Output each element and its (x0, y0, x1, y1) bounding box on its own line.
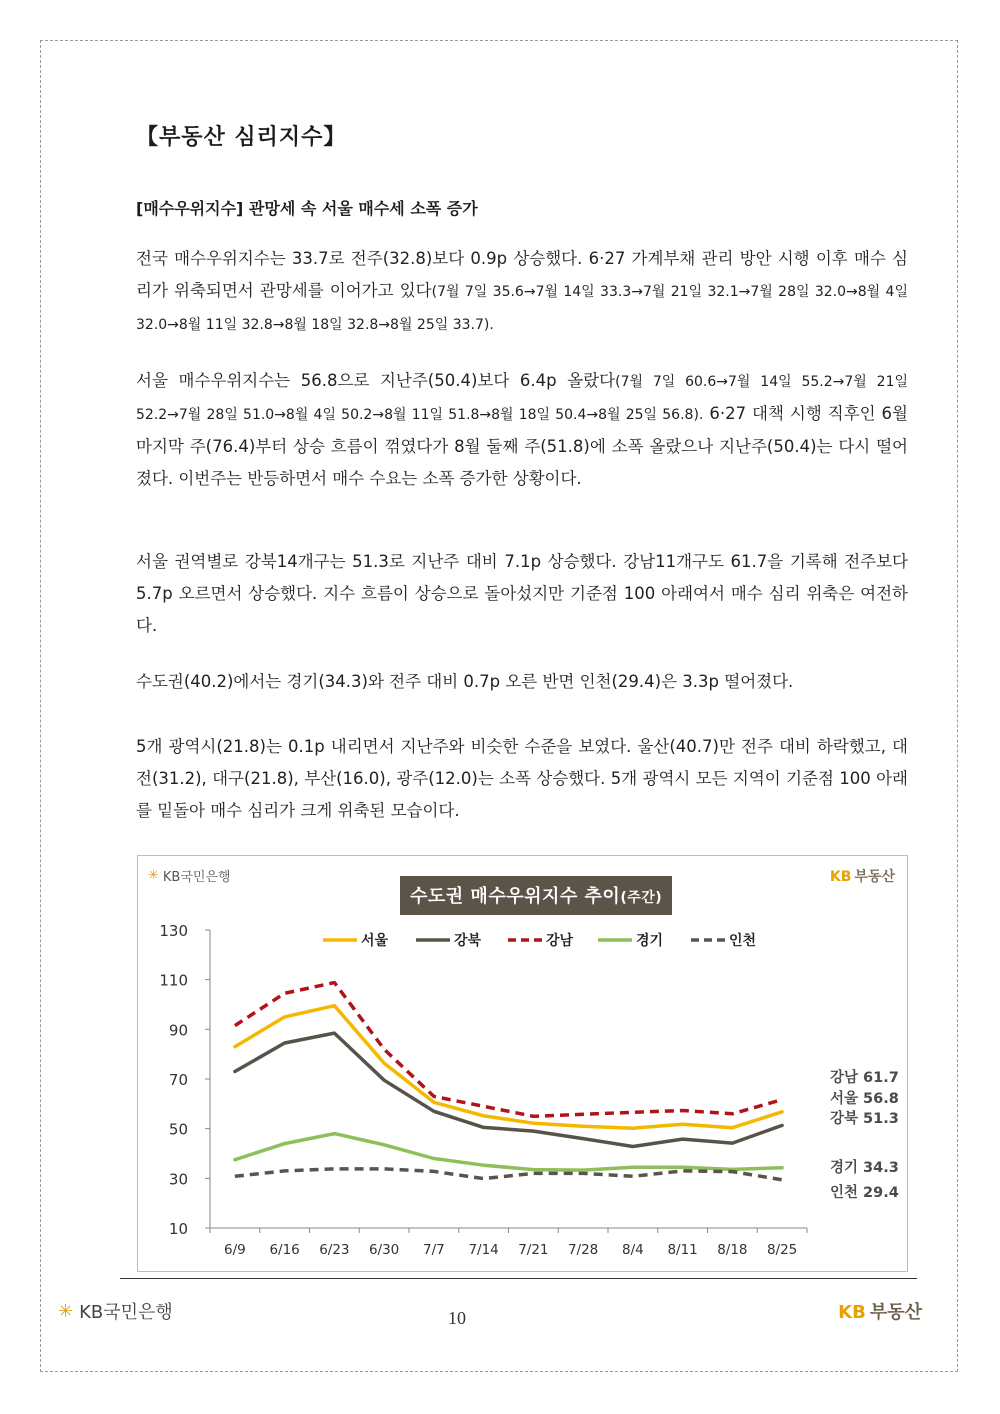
chart-logo-kb-realestate (830, 866, 895, 886)
kb-star-icon: ✳ (148, 868, 159, 883)
end-label-강북: 강북 51.3 (830, 1111, 899, 1127)
legend-label-경기: 경기 (636, 933, 664, 949)
x-tick-label: 8/25 (766, 1242, 798, 1258)
end-label-강남: 강남 61.7 (830, 1070, 899, 1086)
chart-title-main: 수도권 매수우위지수 추이 (410, 886, 621, 907)
footer-logo-kb-bank (58, 1298, 173, 1324)
y-tick-label: 70 (168, 1071, 188, 1089)
paragraph-text: 서울 매수우위지수는 56.8으로 지난주(50.4)보다 6.4p 올랐다 (136, 371, 616, 390)
kb-star-icon: ✳ (58, 1300, 74, 1322)
paragraph-seoul (136, 365, 908, 495)
legend-label-강남: 강남 (546, 933, 574, 949)
x-tick-label: 6/16 (269, 1242, 300, 1258)
end-label-경기: 경기 34.3 (830, 1160, 899, 1176)
paragraph-capital-area (136, 666, 908, 698)
chart-container (137, 855, 908, 1272)
paragraph-metro-cities (136, 731, 908, 827)
x-tick-label: 7/14 (468, 1242, 499, 1258)
footer-logo-kb-realestate (838, 1298, 922, 1324)
footer-divider (120, 1278, 917, 1279)
x-tick-label: 6/30 (368, 1242, 400, 1258)
x-tick-label: 7/21 (518, 1242, 549, 1258)
legend-label-인천: 인천 (729, 933, 757, 949)
y-tick-label: 90 (168, 1021, 188, 1040)
x-tick-label: 8/18 (717, 1242, 748, 1258)
paragraph-seoul-regions (136, 546, 908, 642)
y-tick-label: 30 (168, 1170, 188, 1189)
series-line-인천 (235, 1169, 782, 1180)
footer-logo-left-text: KB국민은행 (79, 1302, 173, 1323)
x-tick-label: 7/28 (567, 1242, 599, 1258)
section-title: 【부동산 심리지수】 (136, 125, 347, 150)
paragraph-text: 수도권(40.2)에서는 경기(34.3)와 전주 대비 0.7p 오른 반면 인천(29.4)은 3.3p 떨어졌다. (136, 672, 794, 691)
chart-logo-kb-bank (148, 866, 231, 885)
x-tick-label: 6/23 (319, 1242, 350, 1258)
sub-heading: [매수우위지수] 관망세 속 서울 매수세 소폭 증가 (136, 199, 478, 218)
chart-logo-right-text: 부동산 (854, 869, 895, 885)
footer-logo-right-text: 부동산 (869, 1302, 922, 1323)
series-line-강남 (235, 983, 782, 1117)
x-tick-label: 8/11 (667, 1242, 698, 1258)
y-tick-label: 110 (159, 971, 188, 990)
line-chart (138, 856, 909, 1273)
paragraph-text: 전국 매수우위지수는 33.7로 전주(32.8)보다 0.9p 상승했다. 6·27 가계부채 관리 방안 시행 이후 매수 심리가 위축되면서 관망세를 이어가고 있다 (136, 249, 908, 300)
chart-logo-kb: KB (829, 869, 852, 885)
paragraph-text-tail: 6·27 대책 시행 직후인 6월 마지막 주(76.4)부터 상승 흐름이 꺾였다가 8월 둘째 주(51.8)에 소폭 올랐으나 지난주(50.4)는 다시 떨어졌다. 이번주는 반등하면서 매수 수요는 소폭 증가한 상황이다. (136, 404, 908, 488)
page-number: 10 (448, 1308, 466, 1328)
end-label-서울: 서울 56.8 (830, 1091, 899, 1107)
x-tick-label: 8/4 (622, 1242, 644, 1258)
chart-title (400, 876, 672, 915)
y-tick-label: 10 (168, 1220, 188, 1238)
x-tick-label: 6/9 (224, 1242, 246, 1258)
paragraph-weekly-series: (7월 7일 35.6→7월 14일 33.3→7월 21일 32.1→7월 28일 32.0→8월 4일 32.0→8월 11일 32.8→8월 18일 32.8→8월 25일 33.7). (136, 284, 908, 333)
footer-logo-kb: KB (838, 1302, 866, 1323)
y-tick-label: 130 (159, 922, 188, 940)
legend-label-강북: 강북 (454, 933, 482, 949)
chart-title-paren: (주간) (620, 890, 663, 906)
paragraph-weekly-series: (7월 7일 60.6→7월 14일 55.2→7월 21일 52.2→7월 28일 51.0→8월 4일 50.2→8월 11일 51.8→8월 18일 50.4→8월 25일 56.8). (136, 374, 908, 423)
paragraph-national (136, 243, 908, 341)
x-tick-label: 7/7 (423, 1242, 445, 1258)
legend-label-서울: 서울 (361, 933, 389, 949)
chart-logo-left-text: KB국민은행 (162, 870, 231, 885)
paragraph-text: 서울 권역별로 강북14개구는 51.3로 지난주 대비 7.1p 상승했다. 강남11개구도 61.7을 기록해 전주보다 5.7p 오르면서 상승했다. 지수 흐름이 상승으로 돌아섰지만 기준점 100 아래여서 매수 심리 위축은 여전하다. (136, 552, 908, 635)
series-line-강북 (235, 1033, 782, 1146)
paragraph-text: 5개 광역시(21.8)는 0.1p 내리면서 지난주와 비슷한 수준을 보였다. 울산(40.7)만 전주 대비 하락했고, 대전(31.2), 대구(21.8), 부산(16.0), 광주(12.0)는 소폭 상승했다. 5개 광역시 모든 지역이 기준점 100 아래를 밑돌아 매수 심리가 크게 위축된 모습이다. (136, 737, 908, 820)
y-tick-label: 50 (168, 1120, 188, 1139)
end-label-인천: 인천 29.4 (830, 1185, 899, 1201)
